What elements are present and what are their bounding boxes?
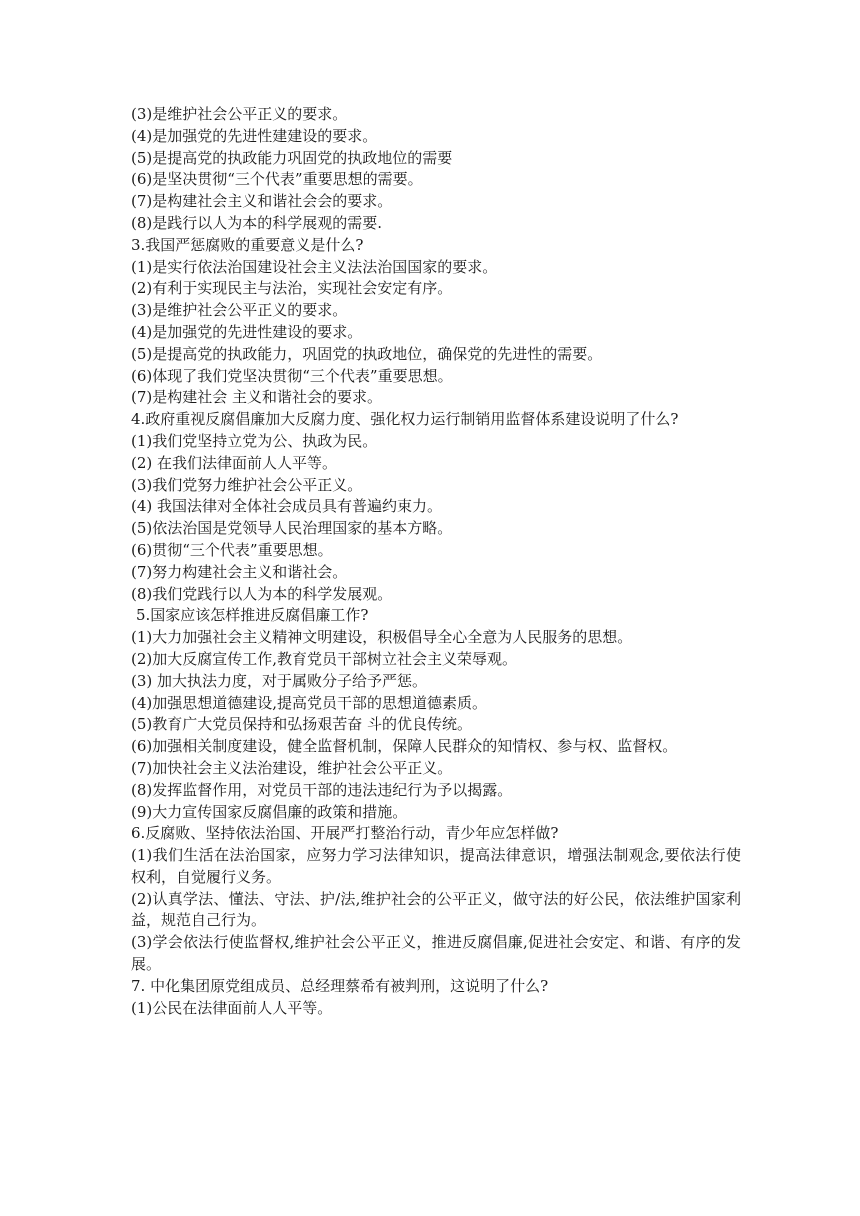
list-item: (3)我们党努力维护社会公平正义。	[131, 475, 363, 494]
list-item: (2)认真学法、懂法、守法、护/法,维护社会的公平正义，做守法的好公民，依法维护国家利益，规范自己行为。	[131, 889, 741, 930]
list-item: (6)体现了我们党坚决贯彻“三个代表”重要思想。	[131, 366, 453, 385]
question-heading: 5.国家应该怎样推进反腐倡廉工作?	[136, 606, 369, 625]
list-item: (4)是加强党的先进性建设的要求。	[131, 322, 363, 341]
list-item: (4)加强思想道德建设,提高党员干部的思想道德素质。	[131, 693, 488, 712]
list-item: (1)是实行依法治国建设社会主义法法治国国家的要求。	[131, 257, 498, 276]
list-item: (1)公民在法律面前人人平等。	[131, 998, 333, 1017]
list-item: (5)依法治国是党领导人民治理国家的基本方略。	[131, 519, 453, 538]
list-item: (1)大力加强社会主义精神文明建设，积极倡导全心全意为人民服务的思想。	[131, 628, 633, 647]
document-body	[131, 104, 741, 1019]
list-item: (5)是提高党的执政能力巩固党的执政地位的需要	[131, 148, 453, 167]
list-item: (6)是坚决贯彻“三个代表”重要思想的需要。	[131, 170, 423, 189]
list-item: (7)加快社会主义法治建设，维护社会公平正义。	[131, 758, 453, 777]
list-item: (7)努力构建社会主义和谐社会。	[131, 562, 348, 581]
list-item: (6)贯彻“三个代表”重要思想。	[131, 540, 333, 559]
list-item: (6)加强相关制度建设，健全监督机制，保障人民群众的知情权、参与权、监督权。	[131, 737, 678, 756]
list-item: (3)学会依法行使监督权,维护社会公平正义，推进反腐倡廉,促进社会安定、和谐、有序的发展。	[131, 933, 741, 974]
list-item: (7)是构建社会主义和谐社会会的要求。	[131, 192, 393, 211]
question-heading: 4.政府重视反腐倡廉加大反腐力度、强化权力运行制销用监督体系建设说明了什么?	[131, 410, 679, 429]
question-heading: 7. 中化集团原党组成员、总经理蔡希有被判刑，这说明了什么?	[131, 976, 549, 995]
list-item: (5)教育广大党员保持和弘扬艰苦奋 斗的优良传统。	[131, 715, 473, 734]
list-item: (1)我们生活在法治国家，应努力学习法律知识，提高法律意识，增强法制观念,要依法行使权利，自觉履行义务。	[131, 846, 741, 886]
list-item: (8)发挥监督作用，对党员干部的违法违纪行为予以揭露。	[131, 780, 513, 799]
question-heading: 3.我国严惩腐败的重要意义是什么?	[131, 235, 364, 254]
list-item: (3) 加大执法力度，对于属败分子给予严惩。	[131, 671, 428, 690]
list-item: (3)是维护社会公平正义的要求。	[131, 301, 348, 320]
list-item: (2)加大反腐宣传工作,教育党员干部树立社会主义荣辱观。	[131, 649, 518, 668]
list-item: (7)是构建社会 主义和谐社会的要求。	[131, 388, 383, 407]
list-item: (4)是加强党的先进性建建设的要求。	[131, 126, 378, 145]
list-item: (2)有利于实现民主与法治，实现社会安定有序。	[131, 279, 453, 298]
list-item: (5)是提高党的执政能力，巩固党的执政地位，确保党的先进性的需要。	[131, 344, 603, 363]
list-item: (4) 我国法律对全体社会成员具有普遍约束力。	[131, 497, 443, 516]
question-heading: 6.反腐败、坚持依法治国、开展严打整治行动，青少年应怎样做?	[131, 824, 559, 843]
list-item: (2) 在我们法律面前人人平等。	[131, 453, 338, 472]
list-item: (3)是维护社会公平正义的要求。	[131, 105, 348, 123]
list-item: (9)大力宣传国家反腐倡廉的政策和措施。	[131, 802, 408, 821]
list-item: (8)是践行以人为本的科学展观的需要.	[131, 213, 383, 232]
list-item: (8)我们党践行以人为本的科学发展观。	[131, 584, 393, 603]
list-item: (1)我们党坚持立党为公、执政为民。	[131, 431, 378, 450]
